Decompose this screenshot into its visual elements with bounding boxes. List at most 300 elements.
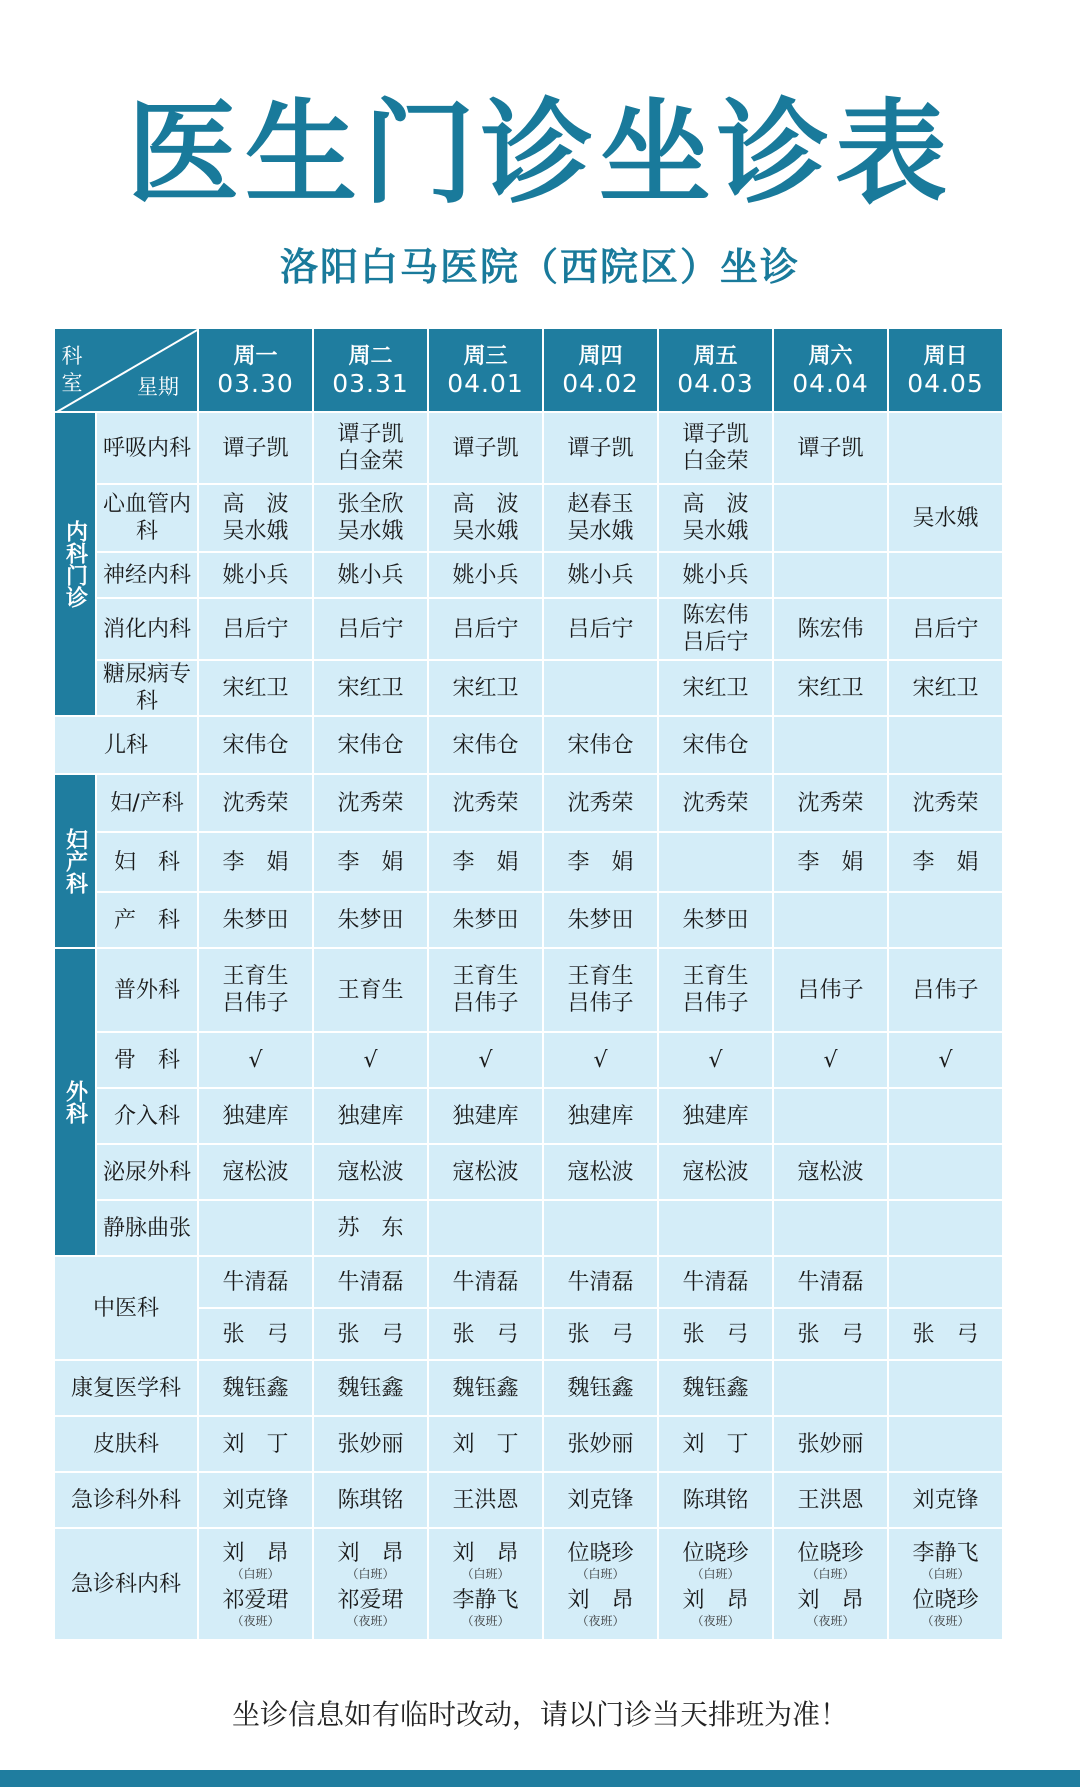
doctor-name: 刘克锋 — [567, 1487, 634, 1513]
schedule-cell — [658, 716, 773, 774]
schedule-cell — [888, 1032, 1003, 1088]
schedule-cell — [543, 832, 658, 892]
doctor-name: 吕后宁 — [912, 616, 979, 642]
table-row — [54, 1472, 1003, 1528]
schedule-cell — [543, 1528, 658, 1640]
doctor-name: 王育生 — [682, 964, 749, 989]
schedule-cell — [198, 1308, 313, 1360]
doctor-name: 朱梦田 — [452, 907, 519, 933]
doctor-name: 王育生 — [567, 964, 634, 989]
doctor-name: 张 弓 — [682, 1321, 749, 1347]
group-surgery: 外科 — [54, 948, 96, 1256]
doctor-name: 吕后宁 — [337, 616, 404, 642]
doctor-name: 位晓珍 — [567, 1541, 634, 1566]
schedule-cell — [888, 412, 1003, 484]
doctor-name: 沈秀荣 — [912, 790, 979, 816]
schedule-cell — [888, 1256, 1003, 1308]
doctor-name: 张妙丽 — [797, 1431, 864, 1457]
doctor-name: 寇松波 — [797, 1159, 864, 1185]
schedule-cell — [198, 1416, 313, 1472]
schedule-cell — [428, 412, 543, 484]
doctor-name: 吕伟子 — [912, 977, 979, 1003]
doctor-name: 宋伟仓 — [337, 732, 404, 758]
shift-label: （白班） — [691, 1567, 740, 1581]
schedule-cell — [773, 598, 888, 660]
schedule-cell — [888, 484, 1003, 552]
doctor-name: 沈秀荣 — [452, 790, 519, 816]
schedule-cell — [428, 1144, 543, 1200]
schedule-cell — [773, 660, 888, 716]
schedule-cell — [428, 832, 543, 892]
schedule-cell — [773, 1472, 888, 1528]
doctor-name: 吴水娥 — [222, 519, 289, 544]
table-row — [54, 1256, 1003, 1308]
schedule-cell — [198, 1032, 313, 1088]
doctor-name: 张 弓 — [222, 1321, 289, 1347]
doctor-name: 张 弓 — [567, 1321, 634, 1347]
page-subtitle: 洛阳白马医院（西院区）坐诊 — [279, 245, 800, 289]
bottom-bar — [0, 1770, 1080, 1787]
table-row — [54, 484, 1003, 552]
dept-label: 妇 科 — [96, 832, 198, 892]
schedule-cell — [198, 660, 313, 716]
day-header: 周一 03.30 — [198, 328, 313, 412]
schedule-cell — [428, 552, 543, 598]
doctor-name: 张妙丽 — [567, 1431, 634, 1457]
shift-label: （夜班） — [691, 1614, 740, 1628]
doctor-name: 祁爱珺 — [337, 1588, 404, 1613]
schedule-cell — [888, 716, 1003, 774]
doctor-name: 刘 丁 — [682, 1431, 749, 1457]
schedule-cell — [313, 1256, 428, 1308]
doctor-name: 吕后宁 — [682, 630, 749, 655]
doctor-name: 谭子凯 — [452, 435, 519, 461]
schedule-cell — [888, 892, 1003, 948]
check-mark: √ — [938, 1047, 953, 1073]
doctor-name: 沈秀荣 — [337, 790, 404, 816]
schedule-cell — [543, 660, 658, 716]
doctor-name: 独建库 — [682, 1103, 749, 1129]
shift-label: （白班） — [231, 1567, 280, 1581]
doctor-name: 宋红卫 — [912, 675, 979, 701]
doctor-name: 张妙丽 — [337, 1431, 404, 1457]
schedule-cell — [313, 1032, 428, 1088]
schedule-cell — [313, 1144, 428, 1200]
schedule-cell — [888, 1308, 1003, 1360]
doctor-name: 寇松波 — [682, 1159, 749, 1185]
schedule-cell — [313, 892, 428, 948]
check-mark: √ — [593, 1047, 608, 1073]
schedule-cell — [658, 892, 773, 948]
schedule-cell — [428, 892, 543, 948]
schedule-cell — [658, 948, 773, 1032]
doctor-name: 寇松波 — [567, 1159, 634, 1185]
schedule-cell — [888, 552, 1003, 598]
schedule-cell — [773, 716, 888, 774]
schedule-cell — [543, 892, 658, 948]
schedule-cell — [773, 1360, 888, 1416]
day-header: 周二 03.31 — [313, 328, 428, 412]
schedule-cell — [313, 484, 428, 552]
schedule-cell — [543, 1032, 658, 1088]
schedule-cell — [888, 1360, 1003, 1416]
doctor-name: 独建库 — [452, 1103, 519, 1129]
schedule-cell — [888, 598, 1003, 660]
day-header: 周五 04.03 — [658, 328, 773, 412]
schedule-cell — [773, 948, 888, 1032]
schedule-cell — [773, 1088, 888, 1144]
schedule-cell — [543, 484, 658, 552]
dept-label: 消化内科 — [96, 598, 198, 660]
schedule-cell — [198, 1144, 313, 1200]
schedule-cell — [428, 948, 543, 1032]
doctor-name: 牛清磊 — [337, 1269, 404, 1295]
schedule-cell — [313, 1088, 428, 1144]
doctor-name: 独建库 — [567, 1103, 634, 1129]
doctor-name: 李 娟 — [567, 849, 634, 875]
doctor-name: 朱梦田 — [682, 907, 749, 933]
schedule-cell — [313, 660, 428, 716]
schedule-cell — [428, 1256, 543, 1308]
doctor-name: 苏 东 — [337, 1215, 404, 1241]
doctor-name: 朱梦田 — [337, 907, 404, 933]
schedule-cell — [773, 1032, 888, 1088]
doctor-name: 宋伟仓 — [222, 732, 289, 758]
doctor-name: 朱梦田 — [567, 907, 634, 933]
schedule-cell — [773, 1144, 888, 1200]
schedule-cell — [198, 1088, 313, 1144]
page-title: 医生门诊坐诊表 — [127, 89, 953, 219]
doctor-name: 宋伟仓 — [682, 732, 749, 758]
schedule-cell — [198, 1256, 313, 1308]
doctor-name: 谭子凯 — [222, 435, 289, 461]
schedule-cell — [428, 1088, 543, 1144]
schedule-cell — [773, 1200, 888, 1256]
dept-label: 普外科 — [96, 948, 198, 1032]
schedule-cell — [198, 552, 313, 598]
doctor-name: 朱梦田 — [222, 907, 289, 933]
doctor-name: 独建库 — [337, 1103, 404, 1129]
schedule-cell — [198, 484, 313, 552]
schedule-cell — [543, 1256, 658, 1308]
doctor-name: 吴水娥 — [682, 519, 749, 544]
doctor-name: 谭子凯 — [337, 422, 404, 447]
schedule-cell — [658, 1308, 773, 1360]
doctor-name: 刘 丁 — [222, 1431, 289, 1457]
dept-label: 介入科 — [96, 1088, 198, 1144]
doctor-name: 宋伟仓 — [567, 732, 634, 758]
doctor-name: 白金荣 — [682, 449, 749, 474]
doctor-name: 刘 昂 — [452, 1541, 519, 1566]
doctor-name: 刘克锋 — [912, 1487, 979, 1513]
dept-label: 急诊科外科 — [54, 1472, 198, 1528]
schedule-cell — [198, 598, 313, 660]
doctor-name: 位晓珍 — [682, 1541, 749, 1566]
schedule-cell — [313, 1308, 428, 1360]
schedule-cell — [428, 660, 543, 716]
schedule-cell — [428, 1360, 543, 1416]
schedule-cell — [773, 892, 888, 948]
doctor-name: 刘 昂 — [567, 1588, 634, 1613]
doctor-name: 牛清磊 — [222, 1269, 289, 1295]
schedule-cell — [313, 948, 428, 1032]
schedule-cell — [543, 1308, 658, 1360]
doctor-name: 宋红卫 — [337, 675, 404, 701]
schedule-cell — [888, 1528, 1003, 1640]
doctor-name: 沈秀荣 — [222, 790, 289, 816]
schedule-cell — [773, 1256, 888, 1308]
day-header: 周六 04.04 — [773, 328, 888, 412]
schedule-cell — [313, 1200, 428, 1256]
doctor-name: 牛清磊 — [567, 1269, 634, 1295]
dept-label: 骨 科 — [96, 1032, 198, 1088]
schedule-cell — [658, 1528, 773, 1640]
table-row — [54, 412, 1003, 484]
doctor-name: 独建库 — [222, 1103, 289, 1129]
doctor-name: 姚小兵 — [337, 562, 404, 588]
doctor-name: 高 波 — [452, 492, 519, 517]
schedule-cell — [543, 716, 658, 774]
doctor-name: 王育生 — [337, 977, 404, 1003]
schedule-cell — [198, 1360, 313, 1416]
schedule-cell — [313, 552, 428, 598]
group-obgyn: 妇产科 — [54, 774, 96, 948]
schedule-cell — [428, 1200, 543, 1256]
schedule-cell — [313, 716, 428, 774]
doctor-name: 谭子凯 — [682, 422, 749, 447]
doctor-name: 刘 昂 — [797, 1588, 864, 1613]
doctor-name: 陈琪铭 — [682, 1487, 749, 1513]
doctor-name: 高 波 — [222, 492, 289, 517]
doctor-name: 吕后宁 — [567, 616, 634, 642]
doctor-name: 位晓珍 — [912, 1588, 979, 1613]
week-label: 星期 — [137, 375, 179, 399]
doctor-name: 谭子凯 — [567, 435, 634, 461]
doctor-name: 吕伟子 — [222, 991, 289, 1016]
schedule-cell — [888, 832, 1003, 892]
doctor-name: 姚小兵 — [222, 562, 289, 588]
schedule-cell — [428, 1416, 543, 1472]
table-row — [54, 660, 1003, 716]
dept-label: 静脉曲张 — [96, 1200, 198, 1256]
schedule-cell — [658, 598, 773, 660]
schedule-cell — [543, 1088, 658, 1144]
doctor-name: 张 弓 — [797, 1321, 864, 1347]
schedule-cell — [658, 412, 773, 484]
check-mark: √ — [823, 1047, 838, 1073]
schedule-cell — [428, 716, 543, 774]
schedule-cell — [543, 948, 658, 1032]
table-row — [54, 1200, 1003, 1256]
doctor-name: 陈琪铭 — [337, 1487, 404, 1513]
table-row — [54, 832, 1003, 892]
doctor-name: 吕后宁 — [452, 616, 519, 642]
schedule-cell — [658, 1360, 773, 1416]
doctor-name: 牛清磊 — [682, 1269, 749, 1295]
shift-label: （夜班） — [921, 1614, 970, 1628]
corner-header — [54, 328, 198, 412]
doctor-name: 寇松波 — [337, 1159, 404, 1185]
dept-label: 急诊科内科 — [54, 1528, 198, 1640]
schedule-cell — [428, 484, 543, 552]
schedule-cell — [888, 1088, 1003, 1144]
schedule-cell — [658, 660, 773, 716]
doctor-name: 陈宏伟 — [797, 616, 864, 642]
doctor-name: 刘克锋 — [222, 1487, 289, 1513]
check-mark: √ — [478, 1047, 493, 1073]
doctor-name: 魏钰鑫 — [222, 1375, 289, 1401]
schedule-cell — [198, 774, 313, 832]
shift-label: （白班） — [461, 1567, 510, 1581]
schedule-cell — [773, 774, 888, 832]
table-row — [54, 716, 1003, 774]
doctor-name: 赵春玉 — [567, 492, 634, 517]
doctor-name: 姚小兵 — [682, 562, 749, 588]
shift-label: （白班） — [806, 1567, 855, 1581]
schedule-cell — [543, 774, 658, 832]
doctor-name: 吴水娥 — [337, 519, 404, 544]
doctor-name: 王洪恩 — [797, 1487, 864, 1513]
doctor-name: 李 娟 — [337, 849, 404, 875]
schedule-cell — [888, 774, 1003, 832]
schedule-cell — [658, 774, 773, 832]
doctor-name: 吴水娥 — [567, 519, 634, 544]
schedule-cell — [198, 948, 313, 1032]
schedule-cell — [313, 774, 428, 832]
schedule-cell — [428, 1472, 543, 1528]
schedule-cell — [658, 1416, 773, 1472]
doctor-name: 宋红卫 — [452, 675, 519, 701]
schedule-cell — [658, 1144, 773, 1200]
schedule-cell — [543, 412, 658, 484]
group-internal: 内科门诊 — [54, 412, 96, 716]
doctor-name: 陈宏伟 — [682, 603, 749, 628]
schedule-cell — [198, 892, 313, 948]
doctor-name: 沈秀荣 — [567, 790, 634, 816]
doctor-name: 吕后宁 — [222, 616, 289, 642]
schedule-cell — [428, 774, 543, 832]
schedule-cell — [773, 552, 888, 598]
schedule-cell — [198, 1472, 313, 1528]
schedule-cell — [888, 1416, 1003, 1472]
table-row — [54, 552, 1003, 598]
schedule-cell — [888, 660, 1003, 716]
table-row — [54, 1032, 1003, 1088]
shift-label: （白班） — [576, 1567, 625, 1581]
doctor-name: 李静飞 — [912, 1541, 979, 1566]
day-header: 周日 04.05 — [888, 328, 1003, 412]
doctor-name: 吕伟子 — [682, 991, 749, 1016]
doctor-name: 王育生 — [222, 964, 289, 989]
schedule-cell — [198, 1200, 313, 1256]
doctor-name: 沈秀荣 — [682, 790, 749, 816]
dept-label: 呼吸内科 — [96, 412, 198, 484]
dept-label: 儿科 — [54, 716, 198, 774]
doctor-name: 刘 丁 — [452, 1431, 519, 1457]
room-label: 科室 — [61, 344, 83, 395]
dept-label: 糖尿病专科 — [96, 660, 198, 716]
shift-label: （夜班） — [346, 1614, 395, 1628]
schedule-cell — [658, 552, 773, 598]
dept-label: 神经内科 — [96, 552, 198, 598]
schedule-cell — [313, 1472, 428, 1528]
schedule-cell — [658, 1032, 773, 1088]
schedule-cell — [198, 832, 313, 892]
doctor-name: 李 娟 — [452, 849, 519, 875]
schedule-table — [53, 327, 1004, 1641]
schedule-cell — [543, 1416, 658, 1472]
schedule-cell — [313, 1416, 428, 1472]
schedule-cell — [658, 1088, 773, 1144]
schedule-cell — [773, 412, 888, 484]
schedule-cell — [658, 832, 773, 892]
schedule-cell — [313, 412, 428, 484]
schedule-cell — [198, 1528, 313, 1640]
schedule-cell — [198, 716, 313, 774]
doctor-name: 刘 昂 — [222, 1541, 289, 1566]
footnote: 坐诊信息如有临时改动，请以门诊当天排班为准！ — [231, 1698, 848, 1731]
dept-label: 妇/产科 — [96, 774, 198, 832]
table-row — [54, 1528, 1003, 1640]
table-row — [54, 1360, 1003, 1416]
doctor-name: 吕伟子 — [797, 977, 864, 1003]
check-mark: √ — [363, 1047, 378, 1073]
doctor-name: 姚小兵 — [567, 562, 634, 588]
table-row — [54, 1416, 1003, 1472]
schedule-cell — [773, 1416, 888, 1472]
table-row — [54, 598, 1003, 660]
doctor-name: 谭子凯 — [797, 435, 864, 461]
doctor-name: 刘 昂 — [682, 1588, 749, 1613]
doctor-name: 李 娟 — [912, 849, 979, 875]
doctor-name: 牛清磊 — [797, 1269, 864, 1295]
schedule-cell — [888, 1144, 1003, 1200]
doctor-name: 寇松波 — [452, 1159, 519, 1185]
dept-label: 中医科 — [54, 1256, 198, 1360]
check-mark: √ — [708, 1047, 723, 1073]
header-row — [54, 328, 1003, 412]
schedule-cell — [543, 1144, 658, 1200]
schedule-cell — [658, 1200, 773, 1256]
dept-label: 康复医学科 — [54, 1360, 198, 1416]
check-mark: √ — [248, 1047, 263, 1073]
doctor-name: 吴水娥 — [452, 519, 519, 544]
doctor-name: 宋红卫 — [222, 675, 289, 701]
doctor-name: 位晓珍 — [797, 1541, 864, 1566]
dept-label: 皮肤科 — [54, 1416, 198, 1472]
shift-label: （夜班） — [806, 1614, 855, 1628]
doctor-name: 宋红卫 — [682, 675, 749, 701]
doctor-name: 魏钰鑫 — [337, 1375, 404, 1401]
doctor-name: 王育生 — [452, 964, 519, 989]
schedule-cell — [543, 1360, 658, 1416]
shift-label: （夜班） — [576, 1614, 625, 1628]
doctor-name: 王洪恩 — [452, 1487, 519, 1513]
schedule-cell — [428, 1032, 543, 1088]
doctor-name: 宋红卫 — [797, 675, 864, 701]
schedule-cell — [543, 1472, 658, 1528]
doctor-name: 牛清磊 — [452, 1269, 519, 1295]
table-row — [54, 1088, 1003, 1144]
day-header: 周四 04.02 — [543, 328, 658, 412]
schedule-cell — [313, 1528, 428, 1640]
doctor-name: 魏钰鑫 — [452, 1375, 519, 1401]
schedule-cell — [198, 412, 313, 484]
doctor-name: 沈秀荣 — [797, 790, 864, 816]
doctor-name: 张 弓 — [912, 1321, 979, 1347]
doctor-name: 李 娟 — [797, 849, 864, 875]
shift-label: （夜班） — [461, 1614, 510, 1628]
